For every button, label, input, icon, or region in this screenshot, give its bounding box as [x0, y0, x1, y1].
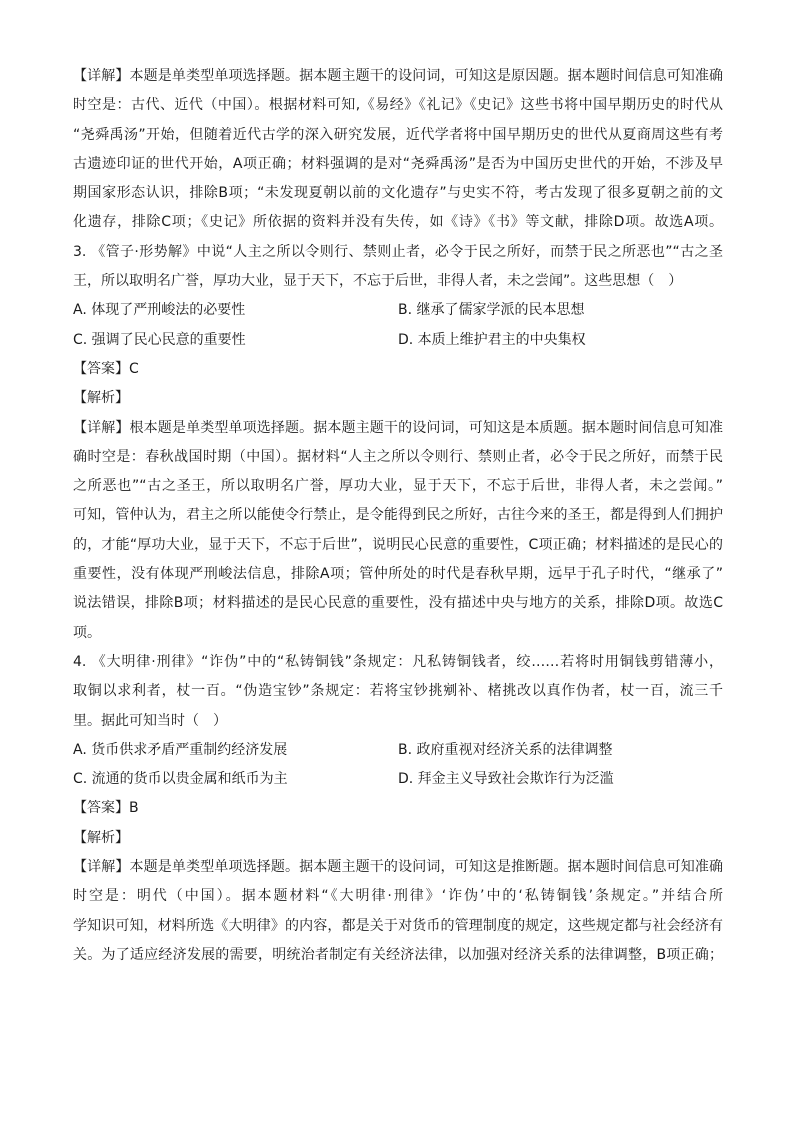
- option-row: [73, 296, 723, 325]
- option-row: [73, 765, 723, 794]
- text-line: 期国家形态认识，排除B项；“未发现夏朝以前的文化遗存”与史实不符，考古发现了很多夏朝之前的文: [73, 185, 723, 202]
- question-stem: 取铜以求利者，杖一百。“伪造宝钞”条规定：若将宝钞挑剜补、楮挑改以真作伪者，杖一百，流三千: [73, 683, 723, 700]
- explanation-line: 项。: [73, 624, 101, 641]
- option-c: C. 强调了民心民意的重要性: [73, 331, 246, 348]
- option-b: B. 政府重视对经济关系的法律调整: [398, 741, 613, 758]
- question-stem: 3. 《管子·形势解》中说“人主之所以令则行、禁则止者，必令于民之所好，而禁于民之所恶也”“古之圣: [73, 243, 723, 260]
- explanation-line: 【详解】本题是单类型单项选择题。据本题主题干的设问词，可知这是推断题。据本题时间信息可知准确: [73, 859, 723, 876]
- text-line: 【详解】本题是单类型单项选择题。据本题主题干的设问词，可知这是原因题。据本题时间信息可知准确: [73, 68, 723, 84]
- explanation-line: 的，才能“厚功大业，显于天下，不忘于后世”，说明民心民意的重要性，C项正确；材料描述的是民心的: [73, 536, 723, 553]
- option-a: A. 体现了严刑峻法的必要性: [73, 302, 246, 319]
- text-line: 古遗迹印证的世代开始，A项正确；材料强调的是对“尧舜禹汤”是否为中国历史世代的开始，不涉及早: [73, 155, 723, 172]
- analysis-label: 【解析】: [73, 390, 129, 407]
- option-row: [73, 326, 723, 355]
- explanation-line: 重要性，没有体现严刑峻法信息，排除A项；管仲所处的时代是春秋早期，远早于孔子时代，“继承了”: [73, 566, 723, 583]
- option-b: B. 继承了儒家学派的民本思想: [398, 302, 585, 319]
- explanation-line: 【详解】根本题是单类型单项选择题。据本题主题干的设问词，可知这是本质题。据本题时间信息可知准: [73, 419, 723, 436]
- explanation-line: 关。为了适应经济发展的需要，明统治者制定有关经济法律，以加强对经济关系的法律调整，B项正确；: [73, 946, 723, 963]
- explanation-line: 之所恶也”“古之圣王，所以取明名广誉，厚功大业，显于天下，不忘于后世，非得人者，未之尝闻。”: [73, 478, 723, 495]
- question-stem: 4. 《大明律·刑律》“诈伪”中的“私铸铜钱”条规定：凡私铸铜钱者，绞……若将时用铜钱剪错薄小，: [73, 653, 723, 670]
- text-line: “尧舜禹汤”开始，但随着近代古学的深入研究发展，近代学者将中国早期历史的世代从夏商周这些有考: [73, 126, 723, 143]
- question-stem: 王，所以取明名广誉，厚功大业，显于天下，不忘于后世，非得人者，未之尝闻”。这些思想（ ）: [73, 273, 683, 290]
- answer-label: 【答案】B: [73, 800, 139, 817]
- text-line: 时空是：古代、近代（中国）。根据材料可知,《易经》《礼记》《史记》这些书将中国早期历史的时代从: [73, 97, 723, 114]
- question-stem: 里。据此可知当时（ ）: [73, 712, 227, 729]
- option-d: D. 本质上维护君主的中央集权: [398, 331, 586, 348]
- analysis-label: 【解析】: [73, 829, 129, 846]
- q2-explanation: [73, 62, 723, 238]
- question-3: [73, 238, 723, 648]
- option-d: D. 拜金主义导致社会欺诈行为泛滥: [398, 771, 614, 788]
- explanation-line: 可知，管仲认为，君主之所以能使令行禁止，是令能得到民之所好，古往今来的圣王，都是得到人们拥护: [73, 507, 723, 524]
- option-a: A. 货币供求矛盾严重制约经济发展: [73, 741, 288, 758]
- text-line: 化遗存，排除C项；《史记》所依据的资料并没有失传，如《诗》《书》等文献，排除D项。故选A项。: [73, 214, 723, 231]
- explanation-line: 确时空是：春秋战国时期（中国）。据材料“人主之所以令则行、禁则止者，必令于民之所好，而禁于民: [73, 448, 723, 465]
- document-page: [73, 62, 723, 970]
- explanation-line: 说法错误，排除B项；材料描述的是民心民意的重要性，没有描述中央与地方的关系，排除D项。故选C: [73, 595, 723, 612]
- option-row: [73, 736, 723, 765]
- explanation-line: 时空是：明代（中国）。据本题材料“《大明律·刑律》‘诈伪’中的‘私铸铜钱’条规定。”并结合所: [73, 888, 723, 905]
- question-4: [73, 648, 723, 970]
- option-c: C. 流通的货币以贵金属和纸币为主: [73, 771, 288, 788]
- explanation-line: 学知识可知，材料所选《大明律》的内容，都是关于对货币的管理制度的规定，这些规定都与社会经济有: [73, 917, 723, 934]
- answer-label: 【答案】C: [73, 360, 139, 377]
